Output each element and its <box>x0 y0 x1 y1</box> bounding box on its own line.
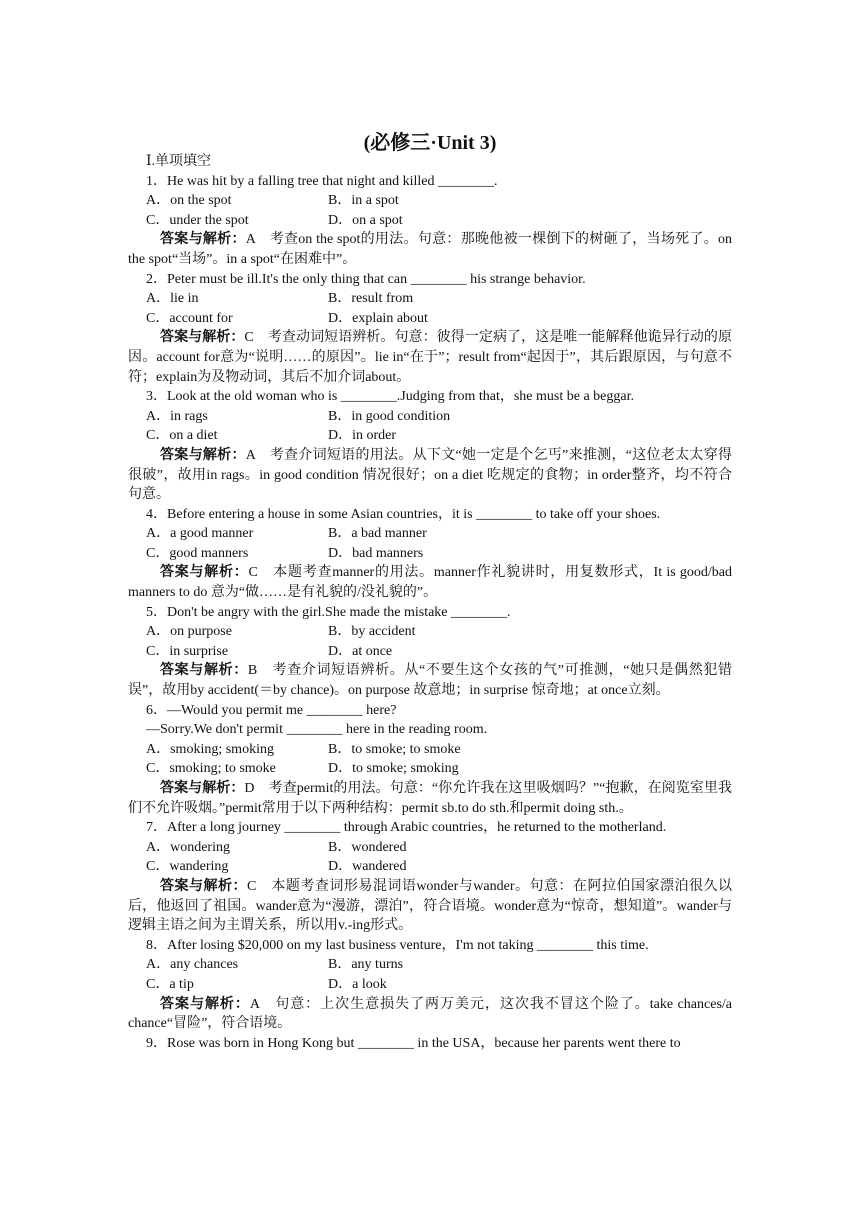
question-9-stem: 9．Rose was born in Hong Kong but ________ in the USA，because her parents went there to <box>146 1035 681 1051</box>
question-list <box>128 172 732 1034</box>
option-d: D．to smoke; smoking <box>328 761 459 777</box>
answer-explanation <box>128 230 732 269</box>
exercise-content <box>128 152 732 1053</box>
answer-label: 答案与解析： <box>160 781 245 796</box>
option-d: D．at once <box>328 643 393 659</box>
question-stem: 6．—Would you permit me ________ here? <box>146 702 397 718</box>
option-row <box>128 759 732 779</box>
answer-label: 答案与解析： <box>160 330 245 346</box>
option-a: A．lie in <box>146 291 199 307</box>
option-c: C．smoking; to smoke <box>146 761 276 777</box>
answer-explanation <box>128 328 732 387</box>
option-c: C．a tip <box>146 976 194 992</box>
answer-label: 答案与解析： <box>160 663 248 679</box>
question-stem-reply: —Sorry.We don't permit ________ here in the reading room. <box>146 722 488 738</box>
question-block <box>128 270 732 388</box>
answer-explanation <box>128 877 732 936</box>
option-b: B．any turns <box>328 957 404 973</box>
explanation-text: D 考查permit的用法。句意：“你允许我在这里吸烟吗？”“抱歉，在阅览室里我们不允许吸烟。”permit常用于以下两种结构：permit sb.to do sth.和permit doing sth.。 <box>128 781 733 816</box>
option-c: C．in surprise <box>146 643 229 659</box>
option-b: B．in a spot <box>328 193 399 209</box>
option-c: C．good manners <box>146 545 249 561</box>
answer-explanation <box>128 563 732 602</box>
answer-label: 答案与解析： <box>160 878 247 894</box>
explanation-text: A 考查on the spot的用法。句意：那晚他被一棵倒下的树砸了，当场死了。on the spot“当场”。in a spot“在困难中”。 <box>128 232 733 267</box>
question-block <box>128 603 732 701</box>
option-b: B．wondered <box>328 839 407 855</box>
option-b: B．to smoke; to smoke <box>328 741 461 757</box>
explanation-text: B 考查介词短语辨析。从“不要生这个女孩的气”可推测，“她只是偶然犯错误”，故用by accident(＝by chance)。on purpose 故意地；in surprise 惊奇地；at once立刻。 <box>128 663 732 699</box>
option-row <box>128 857 732 877</box>
option-a: A．in rags <box>146 408 208 424</box>
option-row <box>128 975 732 995</box>
question-stem: 5．Don't be angry with the girl.She made the mistake ________. <box>146 604 511 620</box>
answer-label: 答案与解析： <box>160 447 246 463</box>
page-title: (必修三·Unit 3) <box>363 132 497 154</box>
question-stem: 3．Look at the old woman who is ________.Judging from that，she must be a beggar. <box>146 389 634 405</box>
question-block <box>128 387 732 505</box>
option-b: B．in good condition <box>328 408 451 424</box>
answer-explanation <box>128 661 732 700</box>
answer-label: 答案与解析： <box>160 232 246 248</box>
option-c: C．wandering <box>146 859 229 875</box>
option-d: D．in order <box>328 428 397 444</box>
option-d: D．bad manners <box>328 545 424 561</box>
explanation-text: C 本题考查词形易混词语wonder与wander。句意：在阿拉伯国家漂泊很久以后，他返回了祖国。wander意为“漫游，漂泊”，符合语境。wonder意为“惊奇，想知道”。wander与逻辑主语之间为主谓关系，所以用v.-ing形式。 <box>128 878 732 934</box>
answer-explanation <box>128 779 732 818</box>
question-stem: 4．Before entering a house in some Asian countries，it is ________ to take off your shoes. <box>146 506 661 522</box>
question-block <box>128 505 732 603</box>
question-block <box>128 172 732 270</box>
option-row <box>128 407 732 427</box>
explanation-text: A 考查介词短语的用法。从下文“她一定是个乞丐”来推测，“这位老太太穿得很破”，故用in rags。in good condition 情况很好；on a diet 吃规定的食物；in order整齐，均不符合句意。 <box>128 447 733 503</box>
option-row <box>128 309 732 329</box>
question-stem: 1．He was hit by a falling tree that night and killed ________. <box>146 173 498 189</box>
option-c: C．under the spot <box>146 212 249 228</box>
option-row <box>128 955 732 975</box>
option-row <box>128 289 732 309</box>
question-stem: 7．After a long journey ________ through Arabic countries，he returned to the motherland. <box>146 820 667 836</box>
option-row <box>128 211 732 231</box>
option-row <box>128 426 732 446</box>
answer-explanation <box>128 446 732 505</box>
explanation-text: C 本题考查manner的用法。manner作礼貌讲时，用复数形式，It is good/bad manners to do 意为“做……是有礼貌的/没礼貌的”。 <box>128 565 733 601</box>
question-stem: 8．After losing $20,000 on my last business venture，I'm not taking ________ this time. <box>146 937 649 953</box>
option-row <box>128 838 732 858</box>
option-d: D．a look <box>328 976 387 992</box>
option-d: D．on a spot <box>328 212 403 228</box>
option-c: C．account for <box>146 310 233 326</box>
option-row <box>128 191 732 211</box>
option-c: C．on a diet <box>146 428 218 444</box>
option-b: B．a bad manner <box>328 526 427 542</box>
option-b: B．by accident <box>328 624 416 640</box>
option-d: D．wandered <box>328 859 407 875</box>
answer-label: 答案与解析： <box>160 996 250 1012</box>
question-block <box>128 701 732 819</box>
option-a: A．a good manner <box>146 526 254 542</box>
answer-explanation <box>128 995 732 1034</box>
option-b: B．result from <box>328 291 414 307</box>
option-row <box>128 544 732 564</box>
option-d: D．explain about <box>328 310 428 326</box>
option-row <box>128 740 732 760</box>
option-row <box>128 642 732 662</box>
section-heading: Ⅰ.单项填空 <box>146 154 212 169</box>
option-a: A．wondering <box>146 839 230 855</box>
option-row <box>128 524 732 544</box>
option-a: A．smoking; smoking <box>146 741 274 757</box>
answer-label: 答案与解析： <box>160 565 249 581</box>
question-stem: 2．Peter must be ill.It's the only thing that can ________ his strange behavior. <box>146 271 586 287</box>
option-a: A．any chances <box>146 957 239 973</box>
explanation-text: C 考查动词短语辨析。句意：彼得一定病了，这是唯一能解释他诡异行动的原因。account for意为“说明……的原因”。lie in“在于”；result from“起因于”，其后跟原因，与句意不符；explain为及物动词，其后不加介词about。 <box>128 330 732 385</box>
question-block <box>128 818 732 936</box>
option-row <box>128 622 732 642</box>
question-block <box>128 936 732 1034</box>
option-a: A．on purpose <box>146 624 232 640</box>
explanation-text: A 句意：上次生意损失了两万美元，这次我不冒这个险了。take chances/a chance“冒险”，符合语境。 <box>128 996 733 1032</box>
option-a: A．on the spot <box>146 193 232 209</box>
